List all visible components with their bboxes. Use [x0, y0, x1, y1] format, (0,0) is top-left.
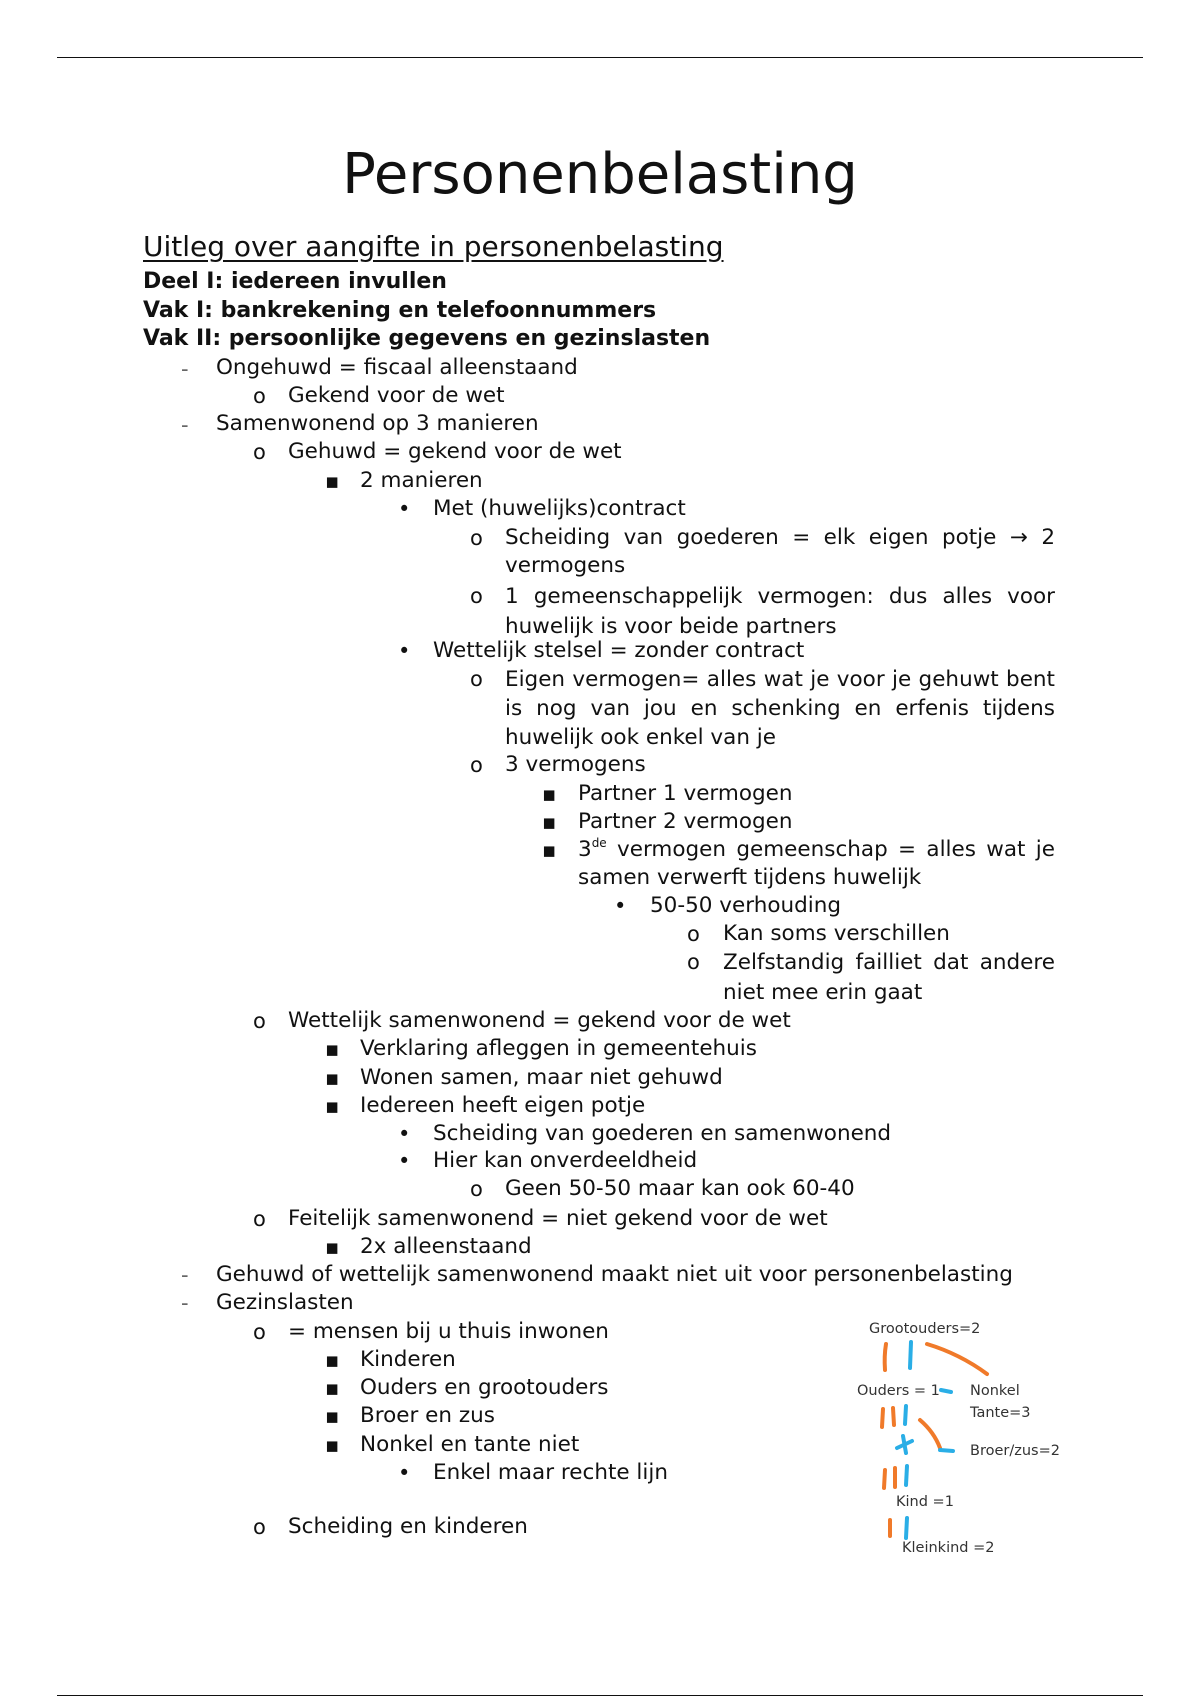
list-item: 50-50 verhouding [650, 893, 842, 918]
diagram-label-tante: Tante=3 [970, 1405, 1031, 1421]
circle-bullet: o [470, 667, 483, 691]
list-item: 3 vermogens [505, 752, 646, 777]
dot-bullet: • [614, 894, 627, 918]
derde-text: vermogen gemeenschap = alles wat je samen verwerft tijdens huwelijk [578, 837, 1055, 890]
dash-bullet: - [181, 1291, 189, 1315]
diagram-label-grootouders: Grootouders=2 [869, 1321, 981, 1337]
dot-bullet: • [398, 639, 411, 663]
list-item-derde-vermogen [578, 836, 1055, 892]
list-item: = mensen bij u thuis inwonen [288, 1319, 609, 1344]
line-grootouders-blue [910, 1342, 911, 1368]
page-title: Personenbelasting [342, 142, 858, 207]
heading-deel1: Deel I: iedereen invullen [143, 269, 447, 294]
heading-vak1: Vak I: bankrekening en telefoonnummers [143, 298, 657, 323]
square-bullet: ▪ [325, 1066, 340, 1090]
list-item: Verklaring afleggen in gemeentehuis [360, 1036, 757, 1061]
list-item: Nonkel en tante niet [360, 1432, 580, 1457]
list-item: Met (huwelijks)contract [433, 496, 686, 521]
dot-bullet: • [398, 497, 411, 521]
list-item: Scheiding van goederen en samenwonend [433, 1121, 892, 1146]
derde-superscript: de [591, 836, 607, 850]
list-item: Wonen samen, maar niet gehuwd [360, 1065, 723, 1090]
list-item: Kinderen [360, 1347, 456, 1372]
derde-number: 3 [578, 837, 592, 862]
bottom-rule [57, 1695, 1143, 1696]
cross-blue-2 [903, 1436, 906, 1453]
circle-bullet: o [470, 584, 483, 608]
list-item: Wettelijk samenwonend = gekend voor de wet [288, 1008, 791, 1033]
line-ouders-orange-1 [882, 1409, 883, 1427]
list-item: Iedereen heeft eigen potje [360, 1093, 646, 1118]
family-degree-diagram [850, 1310, 1070, 1570]
line-broer-blue [940, 1450, 953, 1451]
list-item: Broer en zus [360, 1403, 495, 1428]
list-item: Gehuwd of wettelijk samenwonend maakt niet uit voor personenbelasting [216, 1262, 1013, 1287]
dash-bullet: - [181, 1263, 189, 1287]
list-item: 1 gemeenschappelijk vermogen: dus alles voor huwelijk is voor beide partners [505, 584, 1055, 639]
list-item: Ouders en grootouders [360, 1375, 609, 1400]
square-bullet: ▪ [542, 838, 557, 862]
diagram-label-ouders: Ouders = 1 [857, 1383, 940, 1399]
dash-bullet: - [181, 357, 189, 381]
line-kleinkind-blue [906, 1518, 907, 1538]
list-item: Gezinslasten [216, 1290, 354, 1315]
list-item: Geen 50-50 maar kan ook 60-40 [505, 1176, 855, 1201]
square-bullet: ▪ [325, 1404, 340, 1428]
list-item: Eigen vermogen= alles wat je voor je gehuwt bent is nog van jou en schenking en erfenis tijdens huwelijk ook enkel van je [505, 667, 1055, 750]
square-bullet: ▪ [325, 1094, 340, 1118]
dash-bullet: - [181, 413, 189, 437]
diagram-label-broer-zus: Broer/zus=2 [970, 1443, 1060, 1459]
line-ouders-orange-2 [893, 1408, 894, 1425]
subtitle: Uitleg over aangifte in personenbelasting [143, 230, 724, 263]
circle-bullet: o [470, 753, 483, 777]
circle-bullet: o [253, 384, 266, 408]
circle-bullet: o [253, 1320, 266, 1344]
list-item: Partner 1 vermogen [578, 781, 793, 806]
square-bullet: ▪ [325, 1376, 340, 1400]
list-item: Samenwonend op 3 manieren [216, 411, 539, 436]
list-item: Gekend voor de wet [288, 383, 505, 408]
family-diagram-lines [850, 1310, 1070, 1570]
list-item: Scheiding van goederen = elk eigen potje → 2 vermogens [505, 525, 1055, 578]
list-item: Hier kan onverdeeldheid [433, 1148, 698, 1173]
square-bullet: ▪ [325, 1348, 340, 1372]
circle-bullet: o [253, 1207, 266, 1231]
list-item: 2 manieren [360, 468, 483, 493]
line-nonkel-blue [941, 1390, 951, 1392]
dot-bullet: • [398, 1149, 411, 1173]
list-item: 2x alleenstaand [360, 1234, 532, 1259]
diagram-label-kleinkind: Kleinkind =2 [902, 1540, 995, 1556]
list-item: Gehuwd = gekend voor de wet [288, 439, 622, 464]
square-bullet: ▪ [542, 782, 557, 806]
heading-vak2: Vak II: persoonlijke gegevens en gezinslasten [143, 326, 711, 351]
square-bullet: ▪ [325, 1037, 340, 1061]
list-item: Kan soms verschillen [723, 921, 950, 946]
list-item: Scheiding en kinderen [288, 1514, 528, 1539]
square-bullet: ▪ [325, 469, 340, 493]
list-item: Feitelijk samenwonend = niet gekend voor de wet [288, 1206, 828, 1231]
line-kind-blue [906, 1466, 907, 1485]
circle-bullet: o [470, 526, 483, 550]
dot-bullet: • [398, 1461, 411, 1485]
diagram-label-nonkel: Nonkel [970, 1383, 1020, 1399]
top-rule [57, 57, 1143, 58]
square-bullet: ▪ [542, 810, 557, 834]
list-item: Zelfstandig failliet dat andere niet mee erin gaat [723, 950, 1055, 1005]
line-nonkel-orange [927, 1344, 987, 1374]
list-item: Enkel maar rechte lijn [433, 1460, 668, 1485]
circle-bullet: o [253, 1009, 266, 1033]
list-item: Wettelijk stelsel = zonder contract [433, 638, 805, 663]
dot-bullet: • [398, 1122, 411, 1146]
circle-bullet: o [253, 1515, 266, 1539]
line-grootouders-orange [885, 1344, 886, 1370]
square-bullet: ▪ [325, 1235, 340, 1259]
square-bullet: ▪ [325, 1433, 340, 1457]
list-item: Partner 2 vermogen [578, 809, 793, 834]
list-item: Ongehuwd = fiscaal alleenstaand [216, 355, 578, 380]
line-broer-orange [920, 1420, 940, 1448]
circle-bullet: o [687, 922, 700, 946]
circle-bullet: o [470, 1177, 483, 1201]
diagram-label-kind: Kind =1 [896, 1494, 954, 1510]
circle-bullet: o [687, 950, 700, 974]
circle-bullet: o [253, 440, 266, 464]
line-ouders-blue [905, 1406, 906, 1424]
line-kind-orange-1 [884, 1470, 885, 1488]
